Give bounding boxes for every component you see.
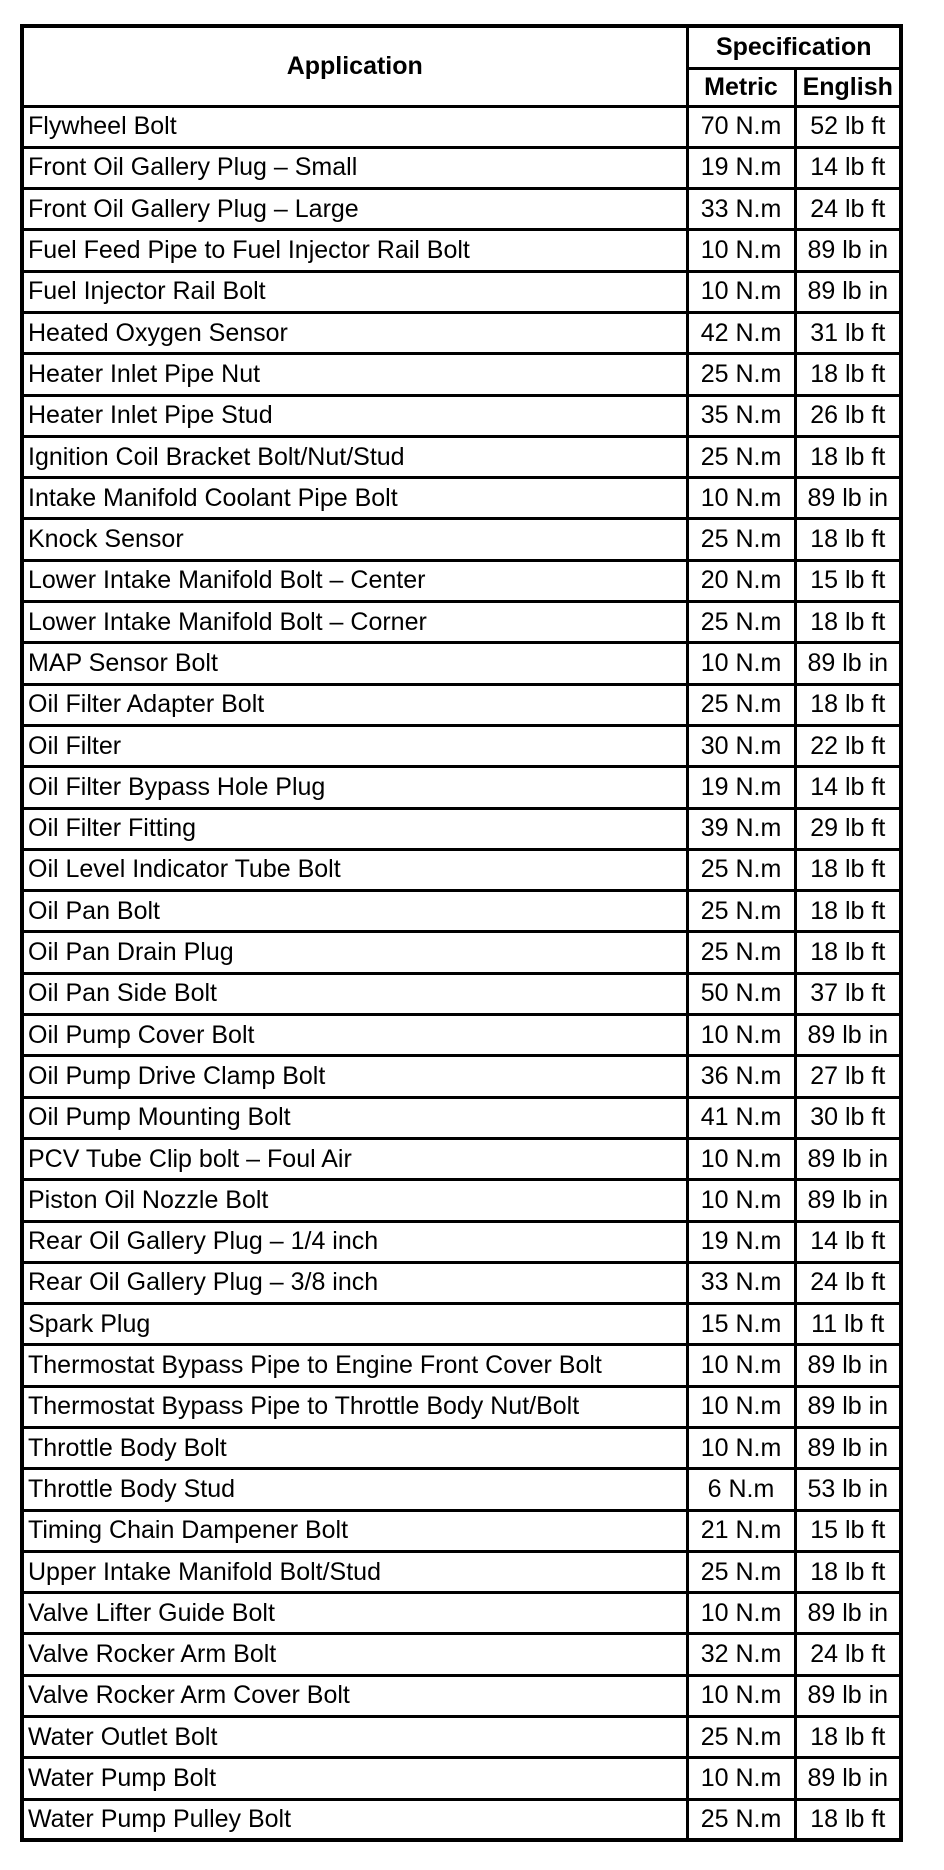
application-cell: Upper Intake Manifold Bolt/Stud [22,1551,687,1592]
metric-torque-cell: 10 N.m [687,1386,795,1427]
table-row [22,519,901,560]
english-torque-cell: 18 lb ft [795,1551,901,1592]
table-row [22,1097,901,1138]
table-row [22,1015,901,1056]
table-row [22,189,901,230]
table-row [22,684,901,725]
english-torque-cell: 89 lb in [795,1758,901,1799]
table-row [22,849,901,890]
table-row [22,1386,901,1427]
metric-torque-cell: 25 N.m [687,932,795,973]
english-torque-cell: 18 lb ft [795,354,901,395]
metric-torque-cell: 25 N.m [687,436,795,477]
metric-torque-cell: 25 N.m [687,1717,795,1758]
metric-torque-cell: 39 N.m [687,808,795,849]
application-cell: Piston Oil Nozzle Bolt [22,1180,687,1221]
english-torque-cell: 18 lb ft [795,849,901,890]
metric-torque-cell: 15 N.m [687,1304,795,1345]
english-torque-cell: 89 lb in [795,643,901,684]
table-row [22,1304,901,1345]
application-cell: Knock Sensor [22,519,687,560]
table-row [22,147,901,188]
metric-torque-cell: 25 N.m [687,602,795,643]
application-cell: Rear Oil Gallery Plug – 3/8 inch [22,1262,687,1303]
table-row [22,643,901,684]
english-torque-cell: 11 lb ft [795,1304,901,1345]
application-cell: Heated Oxygen Sensor [22,312,687,353]
table-row [22,106,901,147]
english-torque-cell: 37 lb ft [795,973,901,1014]
metric-torque-cell: 25 N.m [687,684,795,725]
table-row [22,1593,901,1634]
specification-column-header: Specification [687,26,901,68]
table-row [22,312,901,353]
english-torque-cell: 89 lb in [795,1675,901,1716]
application-cell: Oil Filter Bypass Hole Plug [22,767,687,808]
metric-torque-cell: 36 N.m [687,1056,795,1097]
application-cell: Thermostat Bypass Pipe to Engine Front Cover Bolt [22,1345,687,1386]
english-torque-cell: 31 lb ft [795,312,901,353]
english-torque-cell: 18 lb ft [795,436,901,477]
english-torque-cell: 29 lb ft [795,808,901,849]
metric-torque-cell: 41 N.m [687,1097,795,1138]
metric-torque-cell: 10 N.m [687,1758,795,1799]
table-row [22,1758,901,1799]
metric-torque-cell: 19 N.m [687,767,795,808]
header-row-top [22,26,901,68]
english-torque-cell: 18 lb ft [795,602,901,643]
english-torque-cell: 89 lb in [795,1180,901,1221]
application-cell: Oil Filter Fitting [22,808,687,849]
metric-torque-cell: 21 N.m [687,1510,795,1551]
english-torque-cell: 53 lb in [795,1469,901,1510]
application-cell: Water Outlet Bolt [22,1717,687,1758]
table-header [22,26,901,106]
table-row [22,1799,901,1840]
application-cell: Valve Lifter Guide Bolt [22,1593,687,1634]
application-cell: Lower Intake Manifold Bolt – Corner [22,602,687,643]
application-cell: Flywheel Bolt [22,106,687,147]
english-torque-cell: 18 lb ft [795,932,901,973]
english-torque-cell: 24 lb ft [795,189,901,230]
application-cell: Intake Manifold Coolant Pipe Bolt [22,478,687,519]
metric-torque-cell: 35 N.m [687,395,795,436]
table-row [22,891,901,932]
table-row [22,1138,901,1179]
english-torque-cell: 89 lb in [795,271,901,312]
metric-torque-cell: 42 N.m [687,312,795,353]
application-cell: Ignition Coil Bracket Bolt/Nut/Stud [22,436,687,477]
application-cell: Oil Pump Drive Clamp Bolt [22,1056,687,1097]
application-cell: Oil Pan Bolt [22,891,687,932]
metric-torque-cell: 50 N.m [687,973,795,1014]
application-cell: Front Oil Gallery Plug – Large [22,189,687,230]
metric-torque-cell: 19 N.m [687,1221,795,1262]
application-cell: Oil Filter Adapter Bolt [22,684,687,725]
application-cell: Oil Pump Cover Bolt [22,1015,687,1056]
english-torque-cell: 18 lb ft [795,1799,901,1840]
table-row [22,602,901,643]
metric-torque-cell: 10 N.m [687,1675,795,1716]
metric-torque-cell: 10 N.m [687,643,795,684]
table-row [22,230,901,271]
english-torque-cell: 89 lb in [795,478,901,519]
english-torque-cell: 18 lb ft [795,519,901,560]
metric-torque-cell: 25 N.m [687,1551,795,1592]
application-cell: Oil Filter [22,725,687,766]
english-torque-cell: 89 lb in [795,1015,901,1056]
table-row [22,1634,901,1675]
metric-torque-cell: 33 N.m [687,1262,795,1303]
table-row [22,973,901,1014]
english-torque-cell: 89 lb in [795,1428,901,1469]
english-torque-cell: 89 lb in [795,1138,901,1179]
application-cell: Lower Intake Manifold Bolt – Center [22,560,687,601]
application-cell: Heater Inlet Pipe Stud [22,395,687,436]
metric-torque-cell: 10 N.m [687,271,795,312]
table-row [22,767,901,808]
application-cell: MAP Sensor Bolt [22,643,687,684]
metric-torque-cell: 6 N.m [687,1469,795,1510]
table-row [22,1262,901,1303]
table-row [22,932,901,973]
table-row [22,1551,901,1592]
metric-torque-cell: 10 N.m [687,1345,795,1386]
table-row [22,395,901,436]
english-torque-cell: 14 lb ft [795,767,901,808]
table-row [22,1345,901,1386]
english-torque-cell: 14 lb ft [795,147,901,188]
application-cell: Water Pump Pulley Bolt [22,1799,687,1840]
metric-torque-cell: 32 N.m [687,1634,795,1675]
metric-column-header: Metric [687,68,795,106]
english-torque-cell: 24 lb ft [795,1262,901,1303]
table-row [22,1510,901,1551]
metric-torque-cell: 25 N.m [687,1799,795,1840]
application-cell: Valve Rocker Arm Cover Bolt [22,1675,687,1716]
application-cell: Valve Rocker Arm Bolt [22,1634,687,1675]
metric-torque-cell: 25 N.m [687,891,795,932]
application-cell: Throttle Body Bolt [22,1428,687,1469]
english-torque-cell: 89 lb in [795,1345,901,1386]
metric-torque-cell: 10 N.m [687,478,795,519]
application-cell: Front Oil Gallery Plug – Small [22,147,687,188]
english-torque-cell: 24 lb ft [795,1634,901,1675]
english-torque-cell: 15 lb ft [795,1510,901,1551]
application-cell: Oil Pump Mounting Bolt [22,1097,687,1138]
metric-torque-cell: 30 N.m [687,725,795,766]
application-cell: Fuel Injector Rail Bolt [22,271,687,312]
application-cell: Rear Oil Gallery Plug – 1/4 inch [22,1221,687,1262]
application-cell: Timing Chain Dampener Bolt [22,1510,687,1551]
metric-torque-cell: 10 N.m [687,1428,795,1469]
table-row [22,1469,901,1510]
application-cell: Fuel Feed Pipe to Fuel Injector Rail Bolt [22,230,687,271]
metric-torque-cell: 25 N.m [687,354,795,395]
application-cell: Water Pump Bolt [22,1758,687,1799]
metric-torque-cell: 19 N.m [687,147,795,188]
table-row [22,478,901,519]
application-column-header: Application [22,26,687,106]
application-cell: Heater Inlet Pipe Nut [22,354,687,395]
table-row [22,1056,901,1097]
application-cell: Oil Level Indicator Tube Bolt [22,849,687,890]
english-torque-cell: 15 lb ft [795,560,901,601]
table-row [22,1180,901,1221]
metric-torque-cell: 20 N.m [687,560,795,601]
table-row [22,1717,901,1758]
english-torque-cell: 89 lb in [795,1593,901,1634]
english-torque-cell: 22 lb ft [795,725,901,766]
fastener-torque-spec-table [20,24,903,1842]
table-row [22,1675,901,1716]
table-body [22,106,901,1840]
table-row [22,271,901,312]
metric-torque-cell: 10 N.m [687,1138,795,1179]
application-cell: PCV Tube Clip bolt – Foul Air [22,1138,687,1179]
application-cell: Oil Pan Side Bolt [22,973,687,1014]
metric-torque-cell: 10 N.m [687,1593,795,1634]
metric-torque-cell: 70 N.m [687,106,795,147]
english-torque-cell: 18 lb ft [795,684,901,725]
metric-torque-cell: 10 N.m [687,1180,795,1221]
metric-torque-cell: 33 N.m [687,189,795,230]
table-row [22,436,901,477]
metric-torque-cell: 10 N.m [687,230,795,271]
table-row [22,354,901,395]
english-torque-cell: 18 lb ft [795,1717,901,1758]
metric-torque-cell: 25 N.m [687,519,795,560]
english-torque-cell: 18 lb ft [795,891,901,932]
english-torque-cell: 89 lb in [795,230,901,271]
metric-torque-cell: 25 N.m [687,849,795,890]
table-row [22,560,901,601]
english-torque-cell: 30 lb ft [795,1097,901,1138]
english-column-header: English [795,68,901,106]
english-torque-cell: 89 lb in [795,1386,901,1427]
table-row [22,808,901,849]
application-cell: Throttle Body Stud [22,1469,687,1510]
metric-torque-cell: 10 N.m [687,1015,795,1056]
english-torque-cell: 26 lb ft [795,395,901,436]
english-torque-cell: 14 lb ft [795,1221,901,1262]
application-cell: Spark Plug [22,1304,687,1345]
application-cell: Thermostat Bypass Pipe to Throttle Body Nut/Bolt [22,1386,687,1427]
application-cell: Oil Pan Drain Plug [22,932,687,973]
table-row [22,1428,901,1469]
table-row [22,725,901,766]
table-row [22,1221,901,1262]
english-torque-cell: 27 lb ft [795,1056,901,1097]
english-torque-cell: 52 lb ft [795,106,901,147]
